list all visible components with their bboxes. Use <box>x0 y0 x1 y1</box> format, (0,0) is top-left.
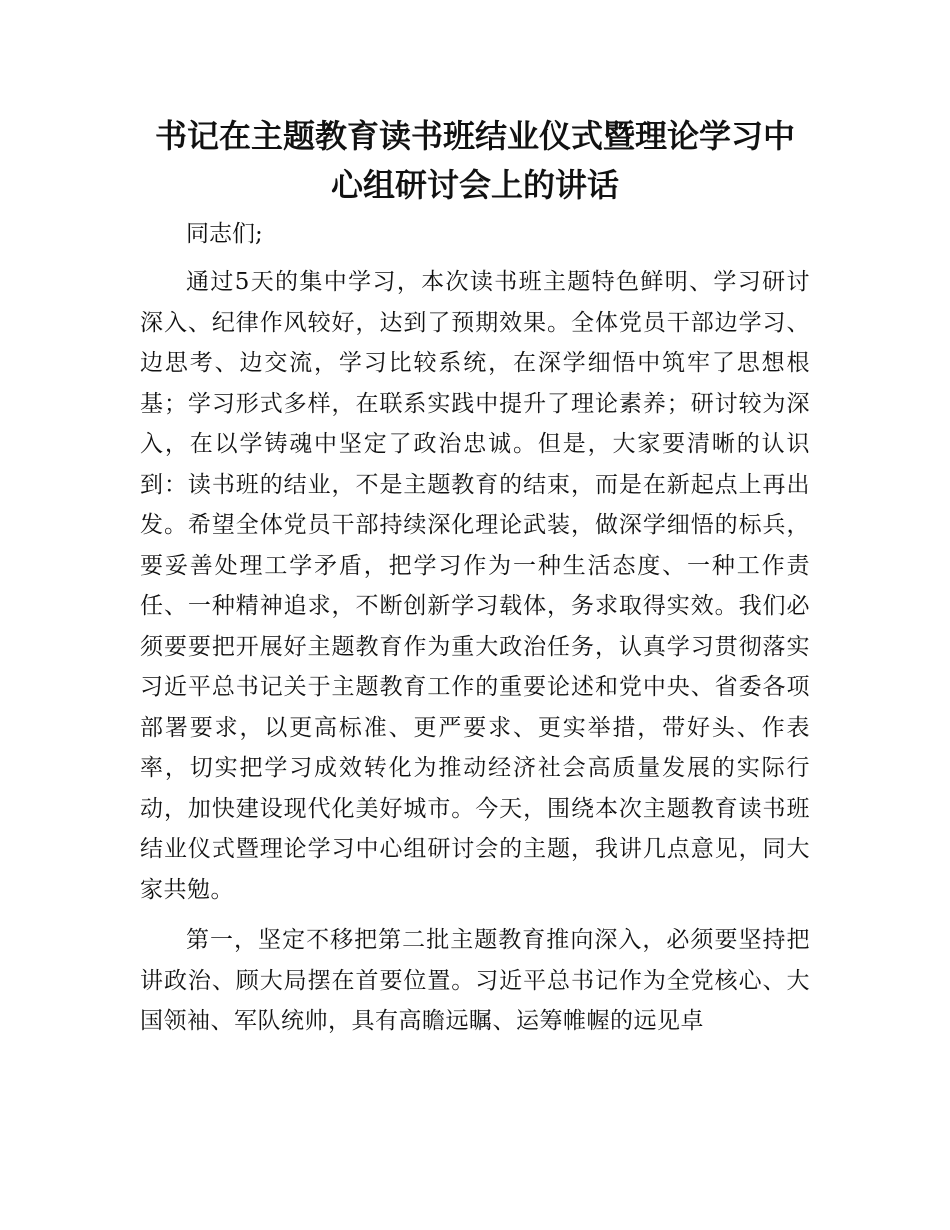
body-paragraph-2: 第一，坚定不移把第二批主题教育推向深入，必须要坚持把讲政治、顾大局摆在首要位置。习近平总书记作为全党核心、大国领袖、军队统帅，具有高瞻远瞩、运筹帷幄的远见卓 <box>140 927 810 1034</box>
document-title: 书记在主题教育读书班结业仪式暨理论学习中心组研讨会上的讲话 <box>154 117 795 204</box>
body-paragraph-1: 通过5天的集中学习，本次读书班主题特色鲜明、学习研讨深入、纪律作风较好，达到了预期效果。全体党员干部边学习、边思考、边交流，学习比较系统，在深学细悟中筑牢了思想根基；学习形式多样，在联系实践中提升了理论素养；研讨较为深入，在以学铸魂中坚定了政治忠诚。但是，大家要清晰的认识到：读书班的结业，不是主题教育的结束，而是在新起点上再出发。希望全体党员干部持续深化理论武装，做深学细悟的标兵，要妥善处理工学矛盾，把学习作为一种生活态度、一种工作责任、一种精神追求，不断创新学习载体，务求取得实效。我们必须要要把开展好主题教育作为重大政治任务，认真学习贯彻落实习近平总书记关于主题教育工作的重要论述和党中央、省委各项部署要求，以更高标准、更严要求、更实举措，带好头、作表率，切实把学习成效转化为推动经济社会高质量发展的实际行动，加快建设现代化美好城市。今天，围绕本次主题教育读书班结业仪式暨理论学习中心组研讨会的主题，我讲几点意见，同大家共勉。 <box>140 269 810 903</box>
salutation: 同志们; <box>186 221 263 247</box>
document-page <box>140 112 810 1052</box>
